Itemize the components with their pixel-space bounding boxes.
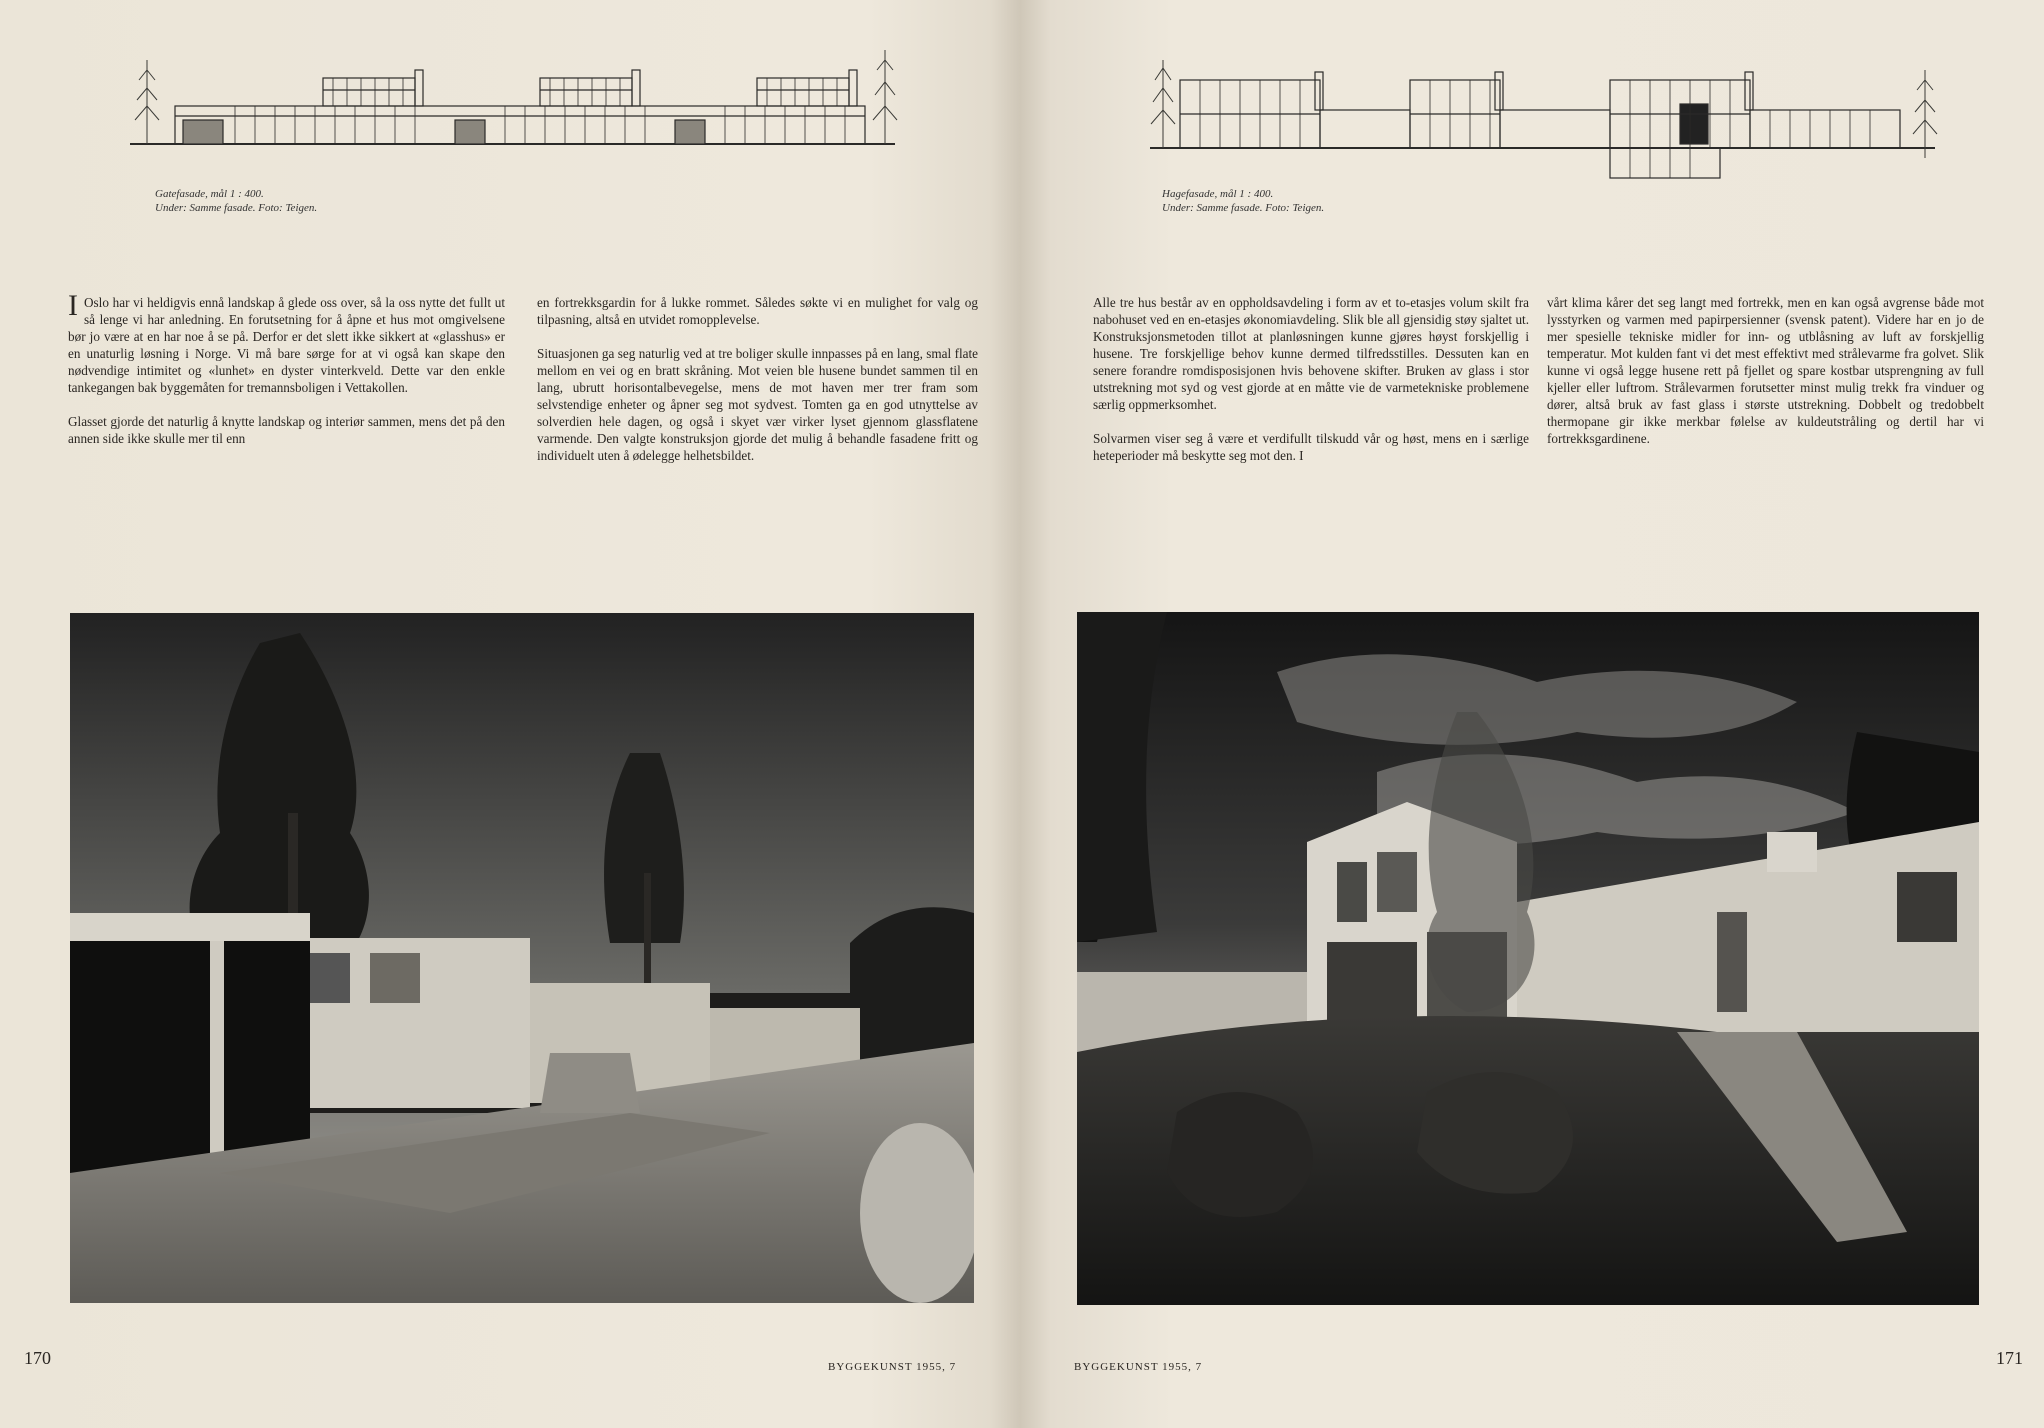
- page-left: [0, 0, 1020, 1428]
- paragraph: Situasjonen ga seg naturlig ved at tre boliger skulle innpasses på en lang, smal flate mellom en vei og en bratt skråning. Mot veien ble husene bundet sammen til en lang, ubrutt horisontalbevegelse, mens de mot haven mer trer fram som selvstendige enheter og åpner seg mot sydvest. Tomten ga en god utnyttelse av solverdien hele dagen, og også i skyet vær virker lyset gjennom glassflatene varmende. Den valgte konstruksjon gjorde det mulig å behandle fasadene fritt og individuelt uten å ødelegge helhetsbildet.: [537, 346, 978, 463]
- page-number: 170: [24, 1348, 51, 1368]
- paragraph: Alle tre hus består av en oppholdsavdeling i form av et to-etasjes volum skilt fra nabohuset ved en en-etasjes økonomiavdeling. Slik ble all gjensidig støy sjaltet ut. Konstruksjonsmetoden tillot at planløsningen kunne gjøres høyst forskjellig i husene. Tre forskjellige behov kunne dermed tilfredsstilles. Dessuten kan en senere forandre romdisposisjonen hvis behovene skifter. Bruken av glass i stor utstrekning mot syd og vest gjorde at en måtte vie de varmetekniske problemene særlig oppmerksomhet.: [1093, 295, 1529, 412]
- caption-line-2: Under: Samme fasade. Foto: Teigen.: [155, 202, 318, 214]
- street-facade-elevation-drawing: [125, 40, 905, 155]
- page-right: [1020, 0, 2044, 1428]
- street-facade-photograph: [70, 613, 974, 1303]
- text-column-1: [1093, 294, 1529, 481]
- paragraph: I Oslo har vi heldigvis ennå landskap å glede oss over, så la oss nytte det fullt ut så lenge vi har anledning. En forutsetning for å åpne et hus mot omgivelsene bør jo være at en har noe å se på. Derfor er det slett ikke sikkert at «glasshus» er en unaturlig løsning i Norge. Vi må bare sørge for at vi også kan skape den nødvendige intimitet og «lunhet» en dyster vinterkveld. Dette var den enkle tankegangen bak byggemåten for tremannsboligen i Vettakollen.: [68, 289, 505, 395]
- page-number: 171: [1996, 1348, 2023, 1368]
- garden-facade-elevation-drawing: [1145, 40, 1945, 180]
- caption-line-2: Under: Samme fasade. Foto: Teigen.: [1162, 202, 1325, 214]
- paragraph: en fortrekksgardin for å lukke rommet. Således søkte vi en mulighet for valg og tilpasning, altså en utvidet romopplevelse.: [537, 295, 978, 327]
- caption-line-1: Gatefasade, mål 1 : 400.: [155, 188, 264, 200]
- paragraph: Glasset gjorde det naturlig å knytte landskap og interiør sammen, mens det på den annen side ikke skulle mer til enn: [68, 414, 505, 446]
- paragraph: vårt klima kårer det seg langt med fortrekk, men en kan også avgrense både mot lysstyrken og varmen med papirpersienner (svensk patent). Videre har en jo de mer spesielle tekniske midler for inn- og utblåsning av luft av forskjellig temperatur. Mot kulden fant vi det mest effektivt med strålevarme fra golvet. Slik kunne vi også legge husene rett på fjellet og spare kostbar utsprengning av full kjeller eller luftrom. Strålevarmen forutsetter minst mulig trekk fra vinduer og dører, altså bruk av fast glass i største utstrekning. Dobbelt og tredobbelt thermopane gir ikke merkbar følelse av kuldeutstråling og dertil har vi fortrekksgardinene.: [1547, 295, 1984, 446]
- caption-line-1: Hagefasade, mål 1 : 400.: [1162, 188, 1274, 200]
- running-footer: BYGGEKUNST 1955, 7: [828, 1361, 957, 1373]
- garden-facade-photograph: [1077, 612, 1979, 1305]
- garden-facade-caption: [1162, 187, 1324, 215]
- paragraph: Solvarmen viser seg å være et verdifullt tilskudd vår og høst, mens en i særlige heteperioder må beskytte seg mot den. I: [1093, 431, 1529, 463]
- running-header: BYGGEKUNST 1955, 7: [1074, 1361, 1203, 1373]
- text-column-1: [68, 289, 505, 464]
- drop-cap: I: [68, 289, 78, 322]
- text-column-2: [1547, 294, 1984, 464]
- street-facade-caption: [155, 187, 317, 215]
- text-column-2: [537, 294, 978, 481]
